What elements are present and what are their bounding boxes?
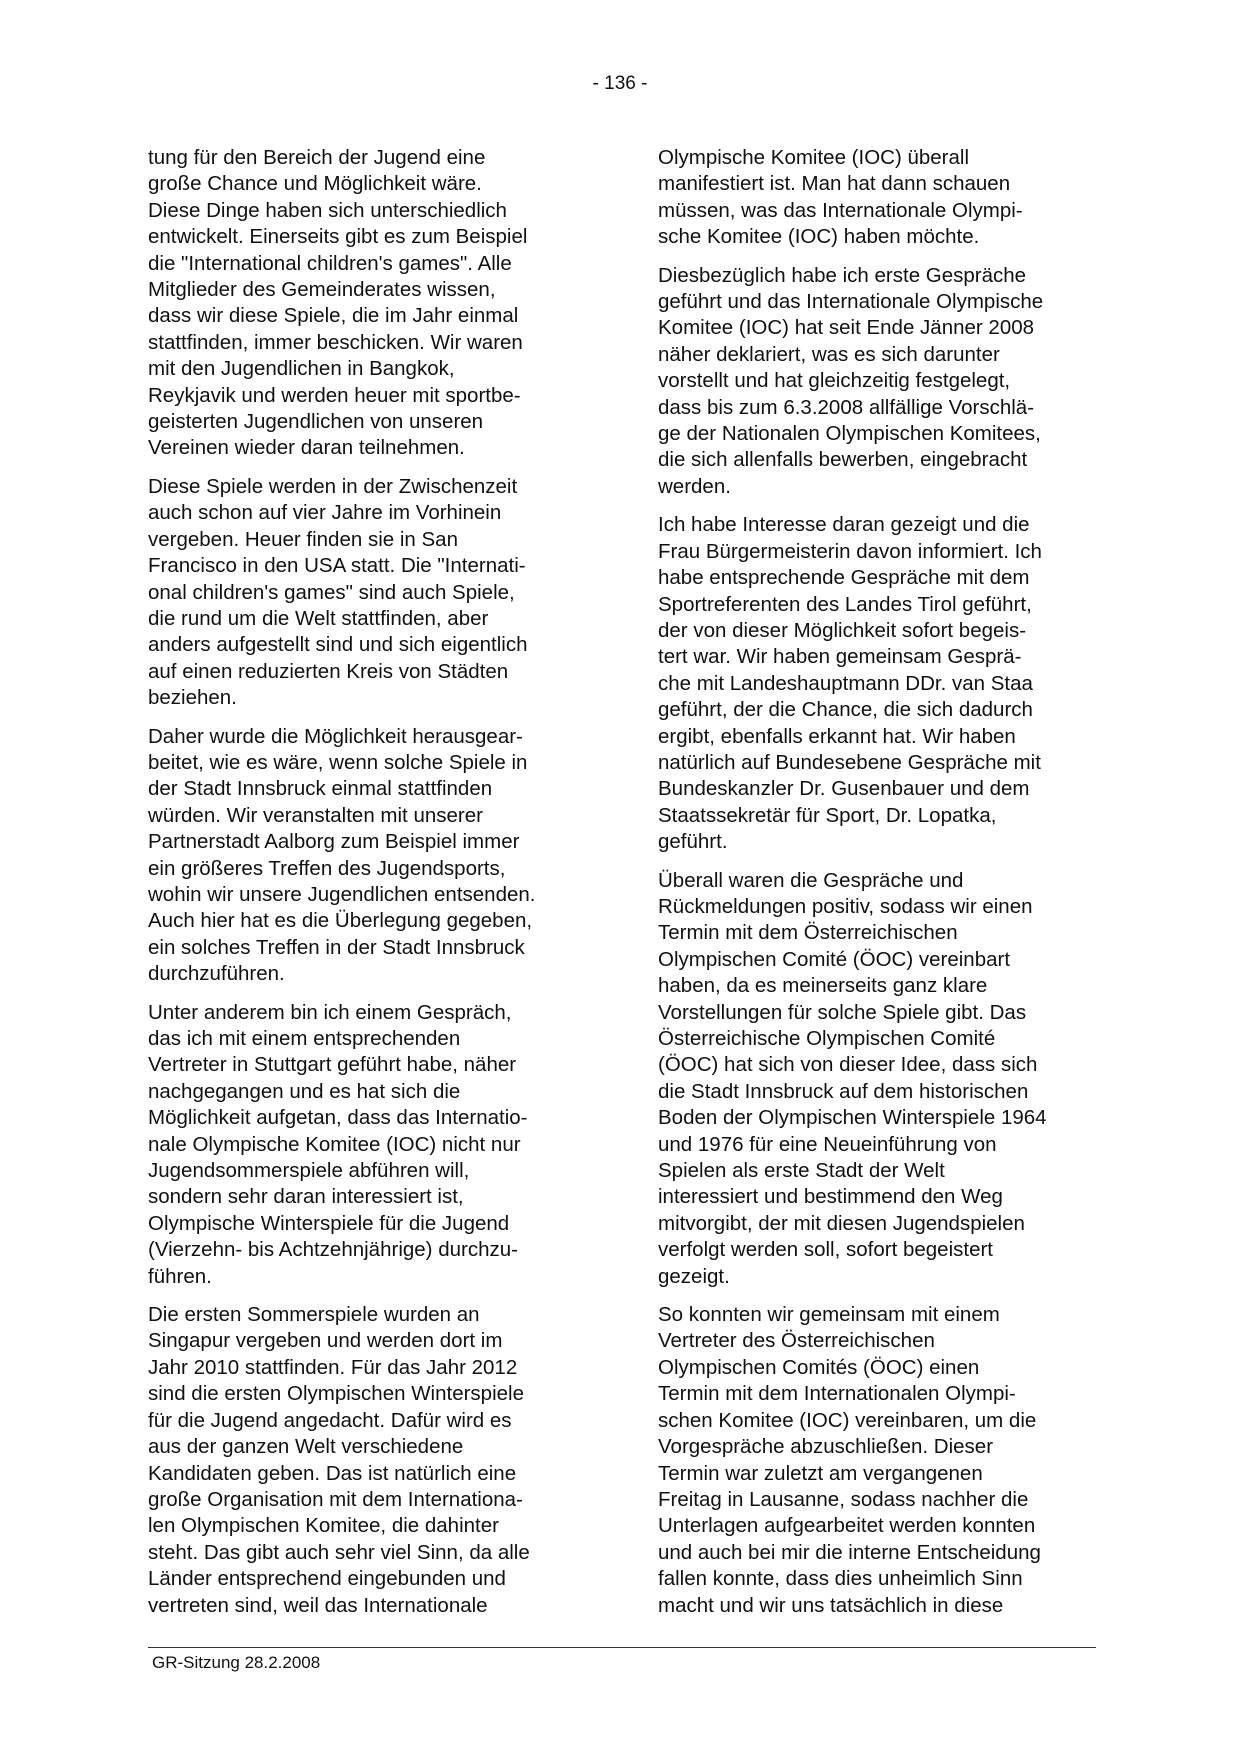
text-line: sind die ersten Olympischen Winterspiele (148, 1382, 524, 1406)
text-line: Olympische Winterspiele für die Jugend (148, 1211, 510, 1235)
text-line: nachgegangen und es hat sich die (148, 1079, 461, 1103)
text-line: dass wir diese Spiele, die im Jahr einmal (148, 304, 519, 328)
text-line: die "International children's games". Alle (148, 251, 512, 275)
text-line: Überall waren die Gespräche und (658, 868, 964, 892)
text-line: Unterlagen aufgearbeitet werden konnten (658, 1514, 1036, 1538)
text-line: Termin mit dem Österreichischen (658, 921, 958, 945)
text-line: mit den Jugendlichen in Bangkok, (148, 357, 455, 381)
text-line: Jahr 2010 stattfinden. Für das Jahr 2012 (148, 1355, 518, 1379)
paragraph (658, 512, 1098, 855)
text-line: Sportreferenten des Landes Tirol geführt, (658, 592, 1032, 616)
text-line: natürlich auf Bundesebene Gespräche mit (658, 750, 1041, 774)
text-line: Jugendsommerspiele abführen will, (148, 1159, 470, 1183)
text-line: stattfinden, immer beschicken. Wir waren (148, 330, 523, 354)
text-line: geführt, der die Chance, die sich dadurch (658, 698, 1033, 722)
text-line: steht. Das gibt auch sehr viel Sinn, da alle (148, 1540, 530, 1564)
text-line: vertreten sind, weil das Internationale (148, 1593, 488, 1617)
text-line: Termin war zuletzt am vergangenen (658, 1461, 983, 1485)
text-line: der von dieser Möglichkeit sofort begeis- (658, 618, 1027, 642)
text-line: Diesbezüglich habe ich erste Gespräche (658, 263, 1027, 287)
text-line: Möglichkeit aufgetan, dass das Internatio- (148, 1106, 528, 1130)
text-line: werden. (658, 474, 731, 498)
text-line: beitet, wie es wäre, wenn solche Spiele in (148, 750, 528, 774)
paragraph (658, 263, 1098, 501)
text-line: Francisco in den USA statt. Die "Internati- (148, 554, 526, 578)
text-line: fallen konnte, dass dies unheimlich Sinn (658, 1567, 1023, 1591)
text-line: auf einen reduzierten Kreis von Städten (148, 659, 509, 683)
text-line: schen Komitee (IOC) vereinbaren, um die (658, 1408, 1037, 1432)
text-line: vorstellt und hat gleichzeitig festgelegt, (658, 369, 1011, 393)
text-line: geführt. (658, 830, 728, 854)
text-line: die sich allenfalls bewerben, eingebracht (658, 448, 1028, 472)
text-line: (Vierzehn- bis Achtzehnjährige) durchzu- (148, 1238, 518, 1262)
text-line: tung für den Bereich der Jugend eine (148, 146, 486, 169)
text-line: ergibt, ebenfalls erkannt hat. Wir haben (658, 724, 1016, 748)
text-line: würden. Wir veranstalten mit unserer (148, 803, 483, 827)
text-line: len Olympischen Komitee, die dahinter (148, 1514, 499, 1538)
text-line: Diese Dinge haben sich unterschiedlich (148, 198, 507, 222)
footer-text: GR-Sitzung 28.2.2008 (152, 1653, 321, 1672)
left-column (148, 145, 588, 1631)
text-line: nale Olympische Komitee (IOC) nicht nur (148, 1132, 521, 1156)
text-line: Vorgespräche abzuschließen. Dieser (658, 1435, 994, 1459)
text-line: sche Komitee (IOC) haben möchte. (658, 225, 980, 249)
text-line: Olympische Komitee (IOC) überall (658, 146, 970, 169)
paragraph (658, 1302, 1098, 1619)
text-line: tert war. Wir haben gemeinsam Gesprä- (658, 645, 1022, 669)
text-line: Vereinen wieder daran teilnehmen. (148, 436, 465, 460)
paragraph (148, 145, 588, 462)
text-line: Österreichische Olympischen Comité (658, 1027, 996, 1050)
footer-divider (148, 1647, 1096, 1648)
text-line: Ich habe Interesse daran gezeigt und die (658, 513, 1030, 537)
text-line: haben, da es meinerseits ganz klare (658, 974, 988, 998)
right-column (658, 145, 1098, 1631)
text-line: große Chance und Möglichkeit wäre. (148, 172, 482, 196)
text-line: ein größeres Treffen des Jugendsports, (148, 856, 506, 880)
text-line: Die ersten Sommerspiele wurden an (148, 1303, 480, 1327)
text-line: aus der ganzen Welt verschiedene (148, 1435, 464, 1459)
paragraph (148, 474, 588, 712)
text-line: und auch bei mir die interne Entscheidung (658, 1540, 1041, 1564)
text-line: Olympischen Comités (ÖOC) einen (658, 1355, 980, 1379)
paragraph (148, 1000, 588, 1290)
text-line: gezeigt. (658, 1264, 730, 1288)
text-line: Unter anderem bin ich einem Gespräch, (148, 1000, 512, 1024)
paragraph (658, 868, 1098, 1291)
text-line: interessiert und bestimmend den Weg (658, 1185, 1003, 1209)
text-line: beziehen. (148, 686, 237, 710)
text-line: Vertreter des Österreichischen (658, 1329, 935, 1353)
text-line: che mit Landeshauptmann DDr. van Staa (658, 671, 1033, 695)
text-line: Staatssekretär für Sport, Dr. Lopatka, (658, 803, 997, 827)
text-line: geisterten Jugendlichen von unseren (148, 410, 484, 434)
text-line: führen. (148, 1264, 212, 1288)
text-line: für die Jugend angedacht. Dafür wird es (148, 1408, 512, 1432)
text-line: habe entsprechende Gespräche mit dem (658, 566, 1030, 590)
text-line: das ich mit einem entsprechenden (148, 1027, 461, 1050)
text-line: Mitglieder des Gemeinderates wissen, (148, 278, 496, 302)
text-line: die Stadt Innsbruck auf dem historischen (658, 1079, 1029, 1103)
text-line: Boden der Olympischen Winterspiele 1964 (658, 1106, 1047, 1130)
text-line: näher deklariert, was es sich darunter (658, 342, 1000, 366)
paragraph (658, 145, 1098, 251)
text-line: (ÖOC) hat sich von dieser Idee, dass sich (658, 1053, 1038, 1077)
text-line: Bundeskanzler Dr. Gusenbauer und dem (658, 777, 1030, 801)
text-line: So konnten wir gemeinsam mit einem (658, 1303, 1000, 1327)
text-line: Diese Spiele werden in der Zwischenzeit (148, 474, 518, 498)
text-line: macht und wir uns tatsächlich in diese (658, 1593, 1004, 1617)
text-line: Spielen als erste Stadt der Welt (658, 1159, 945, 1183)
page-number: - 136 - (592, 73, 648, 94)
text-line: verfolgt werden soll, sofort begeistert (658, 1238, 993, 1262)
text-line: Freitag in Lausanne, sodass nachher die (658, 1487, 1029, 1511)
text-line: Frau Bürgermeisterin davon informiert. Ich (658, 539, 1042, 563)
text-line: große Organisation mit dem Internationa- (148, 1487, 523, 1511)
text-line: der Stadt Innsbruck einmal stattfinden (148, 777, 493, 801)
text-line: Daher wurde die Möglichkeit herausgear- (148, 724, 523, 748)
text-line: die rund um die Welt stattfinden, aber (148, 606, 489, 630)
text-line: müssen, was das Internationale Olympi- (658, 198, 1023, 222)
text-line: ge der Nationalen Olympischen Komitees, (658, 422, 1041, 446)
text-line: entwickelt. Einerseits gibt es zum Beispiel (148, 225, 528, 249)
text-line: mitvorgibt, der mit diesen Jugendspielen (658, 1211, 1025, 1235)
text-line: und 1976 für eine Neueinführung von (658, 1132, 997, 1156)
paragraph (148, 1302, 588, 1619)
text-line: anders aufgestellt sind und sich eigentlich (148, 633, 528, 657)
text-line: vergeben. Heuer finden sie in San (148, 527, 458, 551)
paragraph (148, 724, 588, 988)
text-line: onal children's games" sind auch Spiele, (148, 580, 515, 604)
text-line: Partnerstadt Aalborg zum Beispiel immer (148, 830, 520, 854)
text-line: Termin mit dem Internationalen Olympi- (658, 1382, 1016, 1406)
text-line: ein solches Treffen in der Stadt Innsbruck (148, 935, 525, 959)
text-line: durchzuführen. (148, 962, 285, 986)
text-line: Kandidaten geben. Das ist natürlich eine (148, 1461, 517, 1485)
text-line: Olympischen Comité (ÖOC) vereinbart (658, 947, 1011, 971)
text-line: dass bis zum 6.3.2008 allfällige Vorschlä- (658, 395, 1035, 419)
text-line: manifestiert ist. Man hat dann schauen (658, 172, 1011, 196)
text-line: Auch hier hat es die Überlegung gegeben, (148, 909, 533, 933)
text-line: geführt und das Internationale Olympische (658, 290, 1044, 314)
text-line: Singapur vergeben und werden dort im (148, 1329, 503, 1353)
text-line: sondern sehr daran interessiert ist, (148, 1185, 464, 1209)
text-line: Reykjavik und werden heuer mit sportbe- (148, 383, 521, 407)
text-line: Vorstellungen für solche Spiele gibt. Das (658, 1000, 1027, 1024)
text-line: wohin wir unsere Jugendlichen entsenden. (148, 882, 536, 906)
text-line: auch schon auf vier Jahre im Vorhinein (148, 501, 502, 525)
text-line: Rückmeldungen positiv, sodass wir einen (658, 894, 1033, 918)
text-line: Länder entsprechend eingebunden und (148, 1567, 506, 1591)
text-line: Komitee (IOC) hat seit Ende Jänner 2008 (658, 316, 1035, 340)
text-line: Vertreter in Stuttgart geführt habe, näher (148, 1053, 517, 1077)
